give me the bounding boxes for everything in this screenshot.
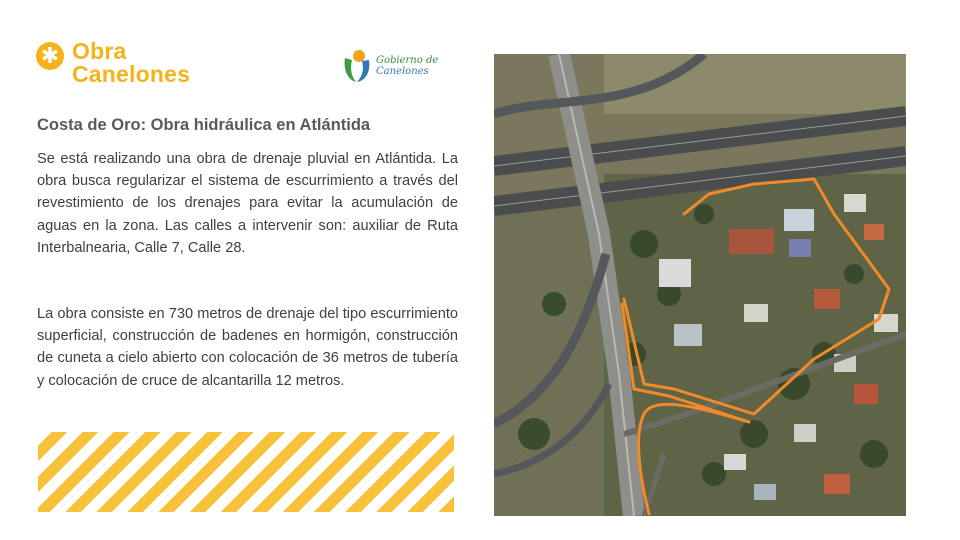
brand-line-2: Canelones (72, 61, 191, 87)
article-title: Costa de Oro: Obra hidráulica en Atlántida (37, 116, 371, 134)
gobierno-emblem-icon (342, 48, 372, 84)
gobierno-line-1: Gobierno de (376, 55, 439, 66)
aerial-map-image (494, 54, 906, 516)
article-paragraph-2: La obra consiste en 730 metros de drenaje del tipo escurrimiento superficial, construcción de badenes en hormigón, construcción de cuneta a cielo abierto con colocación de 36 metros de tubería y colocación de cruce de alcantarilla 12 metros. (37, 306, 458, 389)
brand-name (72, 40, 190, 86)
aerial-map-svg (494, 54, 906, 516)
article-paragraph-1: Se está realizando una obra de drenaje pluvial en Atlántida. La obra busca regularizar el sistema de escurrimiento a través del revestimiento de los drenajes para evitar la acumulación de aguas en la zona. Las calles a intervenir son: auxiliar de Ruta Interbalnearia, Calle 7, Calle 28. (37, 151, 458, 256)
gobierno-text (376, 55, 438, 77)
brand-line-1: Obra (72, 38, 127, 64)
obra-canelones-logo (36, 40, 190, 86)
gobierno-canelones-logo (342, 48, 438, 84)
hazard-stripes-decoration (38, 432, 454, 512)
asterisk-icon: ✱ (36, 42, 64, 70)
gobierno-line-2: Canelones (376, 66, 429, 77)
